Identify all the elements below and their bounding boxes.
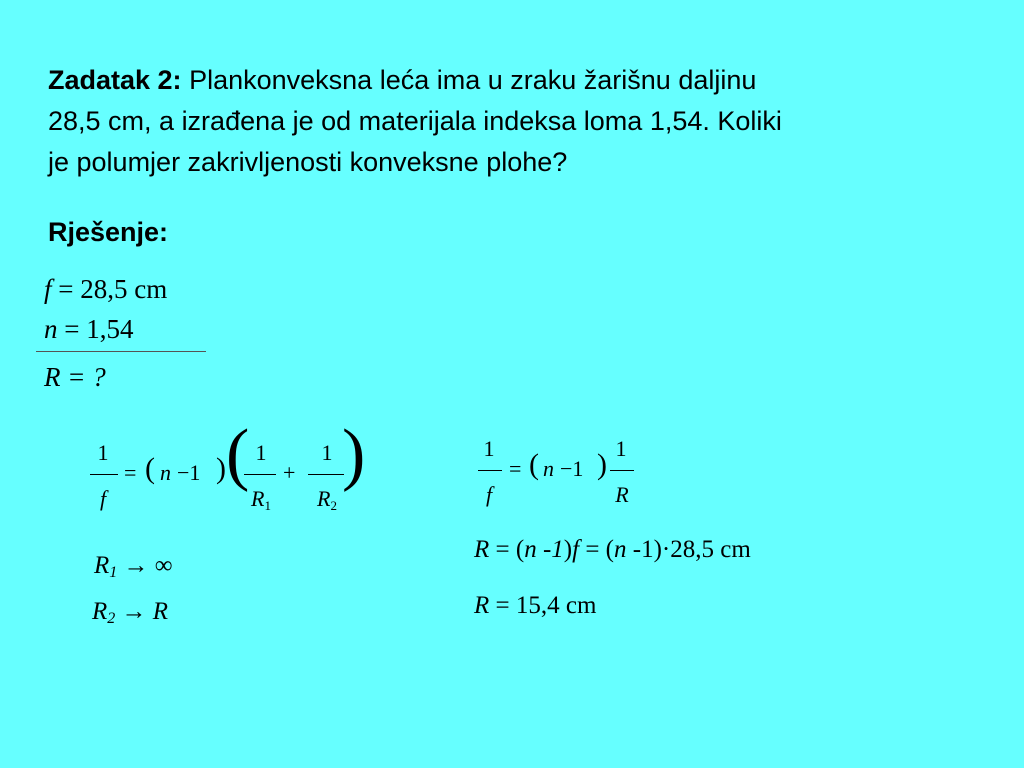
simp-close-paren: ) [597,448,607,481]
big-open-paren: ( [226,416,250,493]
simp-n: n [543,456,554,481]
lensmaker-plus: + [283,460,296,485]
simp-rhs-bar [610,470,634,471]
lensmaker-equals: = [124,460,137,485]
simp-rhs-denominator: R [615,482,629,507]
r1-denominator: $R_1$ [251,486,271,513]
problem-statement [48,60,998,183]
lhs-denominator: f [99,486,107,511]
lensmaker-minus-one: −1 [177,460,201,485]
lhs-numerator: 1 [97,440,109,465]
solution-label: Rješenje: [48,217,169,247]
open-paren: ( [145,452,155,485]
close-paren: ) [216,452,226,485]
simp-lhs-bar [478,470,502,471]
problem-text-1: Plankonveksna leća ima u zraku žarišnu daljinu [189,65,757,95]
big-close-paren: ) [342,416,366,493]
simp-lhs-numerator: 1 [483,436,495,461]
simp-equals: = [509,456,522,481]
lensmaker-n: n [160,460,171,485]
given-divider [36,351,206,352]
problem-text-3: je polumjer zakrivljenosti konveksne plohe? [48,147,568,177]
limit-r1: $R_1$ → ∞ [94,552,173,581]
given-R: R = ? [44,362,106,392]
problem-text-2: 28,5 cm, a izrađena je od materijala indeksa loma 1,54. Koliki [48,106,782,136]
given-f: f = 28,5 cm [44,274,168,304]
r2-fraction-bar [308,474,344,475]
given-n: n = 1,54 [44,314,134,344]
r1-fraction-bar [244,474,276,475]
simp-rhs-numerator: 1 [615,436,627,461]
lhs-fraction-bar [90,474,118,475]
limit-r2: $R_2 \to R$ [92,598,169,627]
problem-label: Zadatak 2: [48,65,182,95]
r1-numerator: 1 [255,440,267,465]
r2-numerator: 1 [321,440,333,465]
result-value: R = 15,4 cm [474,592,597,619]
simp-lhs-denominator: f [485,482,493,507]
problem-line-1 [48,60,998,101]
result-formula: R = (n -1)f = (n -1)·28,5 cm [474,536,751,563]
simp-minus-one: −1 [560,456,584,481]
simp-open-paren: ( [529,448,539,481]
r2-denominator: $R_2$ [317,486,337,513]
